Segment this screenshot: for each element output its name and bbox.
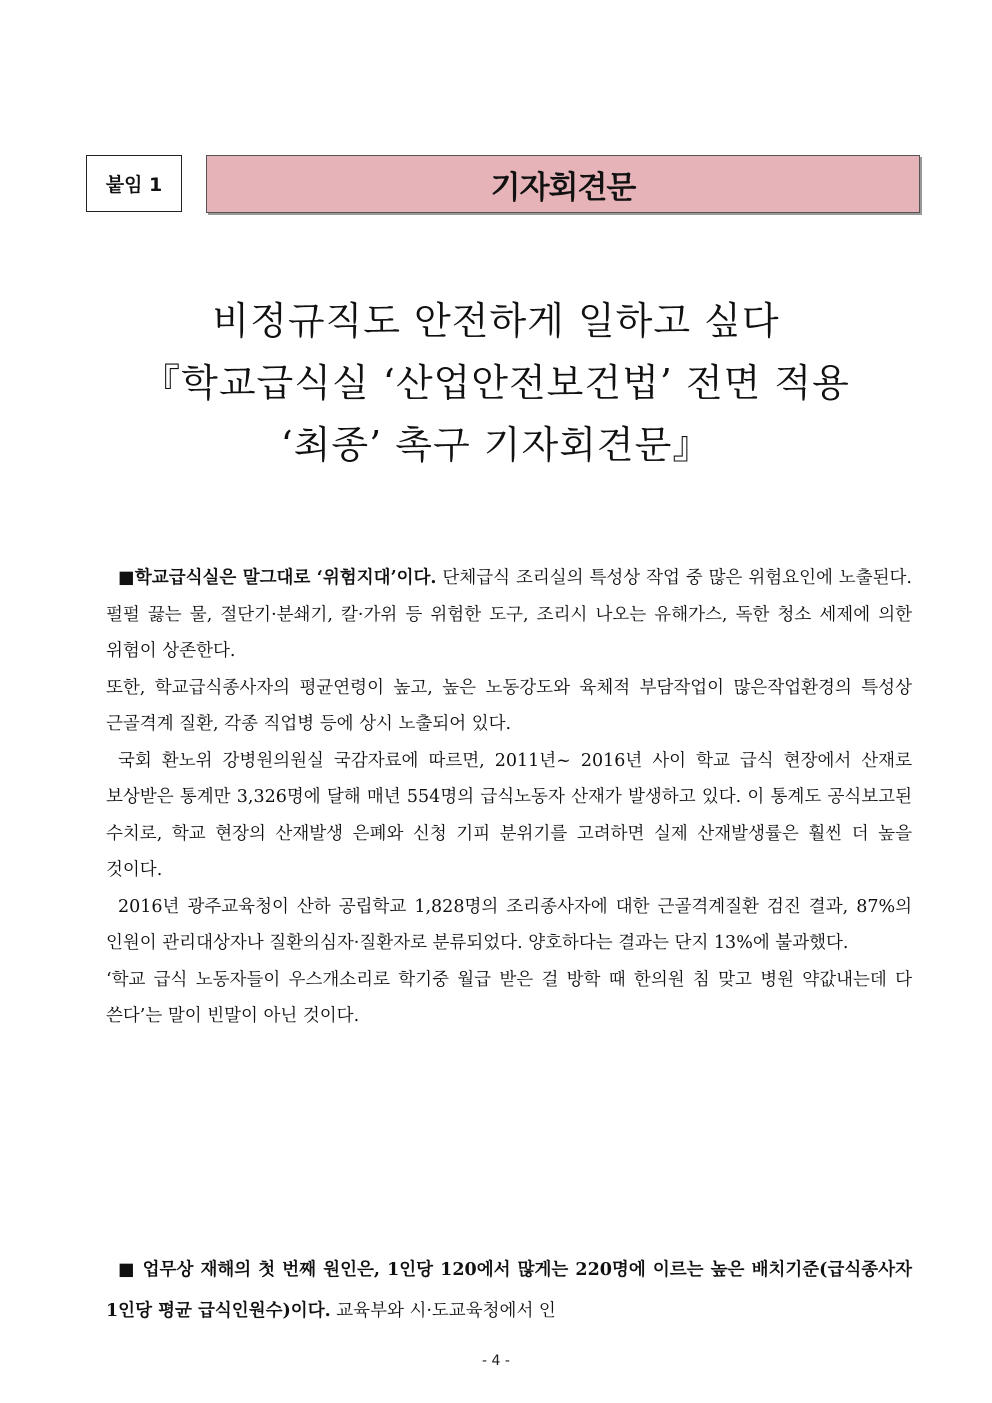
title-line-3: ‘최종’ 촉구 기자회견문』 bbox=[280, 423, 712, 467]
title-line-1: 비정규직도 안전하게 일하고 싶다 bbox=[212, 299, 780, 343]
header-banner: 기자회견문 bbox=[206, 155, 920, 213]
section-workplace-hazards bbox=[106, 560, 912, 1035]
paragraph-3: 국회 환노위 강병원의원실 국감자료에 따르면, 2011년~ 2016년 사이 학교 급식 현장에서 산재로 보상받은 통계만 3,326명에 달해 매년 554명의 급식노동자 산재가 발생하고 있다. 이 통계도 공식보고된 수치로, 학교 현장의 산재발생 은폐와 신청 기피 분위기를 고려하면 실제 산재발생률은 훨씬 더 높을 것이다. bbox=[106, 750, 912, 880]
paragraph-2: 또한, 학교급식종사자의 평균연령이 높고, 높은 노동강도와 육체적 부담작업이 많은작업환경의 특성상 근골격계 질환, 각종 직업병 등에 상시 노출되어 있다. bbox=[106, 677, 912, 734]
paragraph-5: ‘학교 급식 노동자들이 우스개소리로 학기중 월급 받은 걸 방학 때 한의원 침 맞고 병원 약값내는데 다 쓴다’는 말이 빈말이 아닌 것이다. bbox=[106, 969, 912, 1026]
paragraph-1 bbox=[106, 560, 912, 670]
title-line-2: 『학교급식실 ‘산업안전보건법’ 전면 적용 bbox=[142, 361, 850, 405]
section-staffing-standard bbox=[106, 1250, 912, 1332]
paragraph-6-text: 교육부와 시·도교육청에서 인 bbox=[330, 1301, 556, 1321]
document-title bbox=[60, 290, 932, 476]
paragraph-6-lead: ■ 업무상 재해의 첫 번째 원인은, 1인당 120에서 많게는 220명에 이르는 높은 배치기준(급식종사자 1인당 평균 급식인원수)이다. bbox=[106, 1260, 912, 1321]
paragraph-1-lead: ■학교급식실은 말그대로 ‘위험지대’이다. bbox=[118, 568, 437, 588]
page-number: - 4 - bbox=[482, 1353, 510, 1369]
paragraph-4: 2016년 광주교육청이 산하 공립학교 1,828명의 조리종사자에 대한 근골격계질환 검진 결과, 87%의 인원이 관리대상자나 질환의심자·질환자로 분류되었다. 양호하다는 결과는 단지 13%에 불과했다. bbox=[106, 896, 912, 953]
paragraph-1-text: 단체급식 조리실의 특성상 작업 중 많은 위험요인에 노출된다. 펄펄 끓는 물, 절단기·분쇄기, 칼·가위 등 위험한 도구, 조리시 나오는 유해가스, 독한 청소 세제에 의한 위험이 상존한다. bbox=[106, 568, 912, 661]
paragraph-6 bbox=[106, 1250, 912, 1332]
attachment-label: 붙임 1 bbox=[86, 155, 182, 212]
